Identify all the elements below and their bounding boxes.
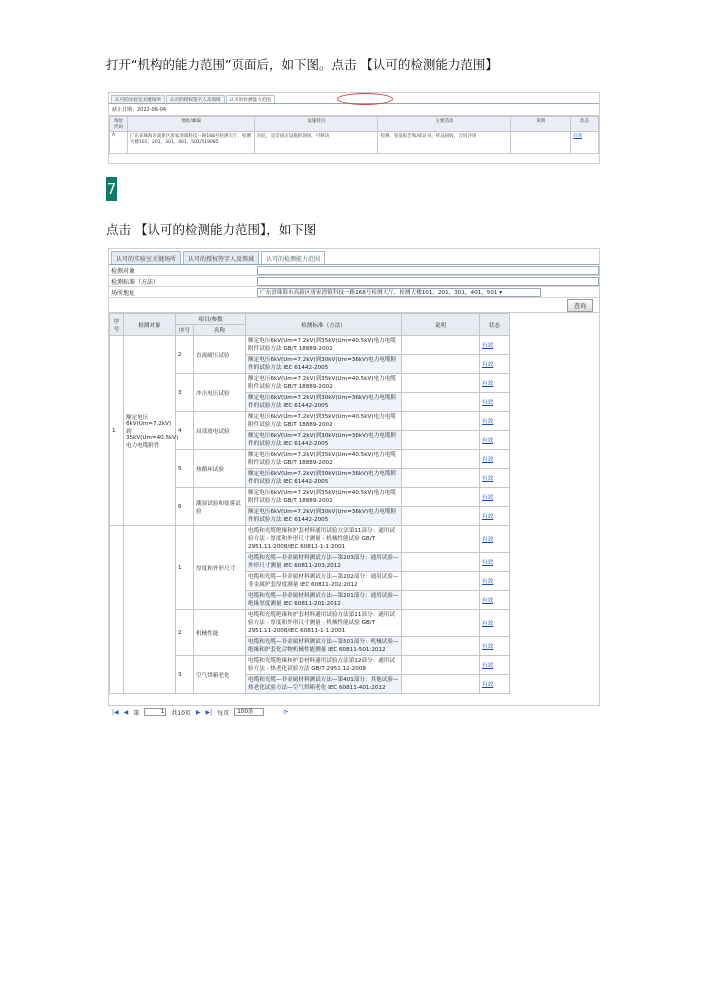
status-link[interactable]: 有效 xyxy=(482,514,494,520)
status-cell xyxy=(480,572,510,591)
status-link[interactable]: 有效 xyxy=(482,362,494,368)
note-cell xyxy=(402,355,480,374)
filter-label: 场所地址 xyxy=(111,289,136,297)
col-header: 地址/邮编 xyxy=(127,117,254,132)
status-link[interactable]: 有效 xyxy=(482,663,494,669)
instruction-text-1: 打开“机构的能力范围”页面后，如下图。点击 【认可的检测能力范围】 xyxy=(106,57,498,72)
status-link[interactable]: 有效 xyxy=(482,560,494,566)
item-name: 潮湿试验和盐雾试验 xyxy=(194,488,246,526)
item-name: 空气烘箱老化 xyxy=(194,656,246,694)
pager-total: 共10页 xyxy=(171,709,191,717)
status-link[interactable]: 有效 xyxy=(482,419,494,425)
note-cell xyxy=(402,610,480,637)
standard-cell: 额定电压6kV(Um=7.2kV)到30kV(Um=36kV)电力电缆附件的试验方法 IEC 61442-2005 xyxy=(246,355,402,374)
col-header: 检测对象 xyxy=(124,314,176,336)
test-standard-input[interactable] xyxy=(257,277,599,286)
first-page-icon[interactable]: |◀ xyxy=(112,708,119,716)
status-link[interactable]: 有效 xyxy=(482,438,494,444)
screenshot-testing-scope xyxy=(108,248,600,718)
status-cell xyxy=(480,488,510,507)
standard-cell: 额定电压6kV(Um=7.2kV)到30kV(Um=36kV)电力电缆附件的试验方法 IEC 61442-2005 xyxy=(246,393,402,412)
standard-cell: 电缆和光缆绝缘和护套材料通用试验方法第11部分：通用试验方法 - 厚度和外形尺寸测量 - 机械性能试验 GB/T 2951.11-2008/IEC 60811-1-1:2001 xyxy=(246,526,402,553)
standard-cell: 电缆和光缆—非金属材料测试方法—第401部分：其他试验—热老化试验方法—空气烘箱老化 IEC 60811-401:2012 xyxy=(246,675,402,694)
page-number-input[interactable]: 1 xyxy=(144,708,166,716)
col-header: 项目/参数 xyxy=(176,314,246,325)
col-header: 主要活动 xyxy=(378,117,511,132)
status-cell xyxy=(480,336,510,355)
filter-row-object xyxy=(109,265,599,276)
item-seq: 1 xyxy=(176,526,194,610)
standard-cell: 电缆和光缆—非金属材料测试方法—第202部分：通用试验—非金属护套厚度测量 IEC 60811-202:2012 xyxy=(246,572,402,591)
col-header: 状态 xyxy=(480,314,510,336)
note-cell xyxy=(402,431,480,450)
standard-cell: 额定电压6kV(Um=7.2kV)到35kV(Um=40.5kV)电力电缆附件试验方法 GB/T 18889-2002 xyxy=(246,412,402,431)
status-link[interactable]: 有效 xyxy=(482,579,494,585)
cutoff-date: 截止日期：2022-06-04 xyxy=(109,104,599,116)
item-seq: 2 xyxy=(176,610,194,656)
status-link[interactable]: 有效 xyxy=(482,381,494,387)
status-link[interactable]: 有效 xyxy=(482,476,494,482)
standard-cell: 额定电压6kV(Um=7.2kV)到30kV(Um=36kV)电力电缆附件的试验方法 IEC 61442-2005 xyxy=(246,469,402,488)
status-cell xyxy=(480,637,510,656)
site-activity: 检测，签发报告和/或证书，样品接收，合同评审 xyxy=(378,132,511,154)
tab-key-sites[interactable]: 认可的实验室关键场所 xyxy=(111,95,165,103)
note-cell xyxy=(402,488,480,507)
status-cell xyxy=(480,393,510,412)
tab-bar xyxy=(109,249,599,265)
note-cell xyxy=(402,393,480,412)
status-link[interactable]: 有效 xyxy=(573,134,583,139)
filter-label: 检测对象 xyxy=(111,267,136,275)
tab-testing-scope[interactable]: 认可的检测能力范围 xyxy=(261,251,325,264)
scope-table-body xyxy=(110,336,510,694)
status-cell xyxy=(480,355,510,374)
status-cell xyxy=(480,374,510,393)
filter-row-site xyxy=(109,287,599,298)
status-cell xyxy=(480,591,510,610)
object-name: 额定电压6kV(Um=7.2kV)到35kV(Um=40.5kV)电力电缆附件 xyxy=(124,336,176,526)
status-cell xyxy=(480,507,510,526)
site-address: 广东省珠海市高新区唐家湾镇科技一路168号检测大厅，检测大楼101，201，301，401，501/519085 xyxy=(127,132,254,154)
object-name xyxy=(124,526,176,694)
status-link[interactable]: 有效 xyxy=(482,343,494,349)
status-cell xyxy=(480,553,510,572)
standard-cell: 电缆和光缆绝缘和护套材料通用试验方法第12部分：通用试验方法 - 热老化试验方法 GB/T 2951.12-2008 xyxy=(246,656,402,675)
note-cell xyxy=(402,412,480,431)
standard-cell: 电缆和光缆—非金属材料测试方法—第501部分：机械试验—绝缘和护套化合物机械性能测量 IEC 60811-501:2012 xyxy=(246,637,402,656)
instruction-text-2: 点击 【认可的检测能力范围】，如下图 xyxy=(106,222,317,237)
standard-cell: 额定电压6kV(Um=7.2kV)到30kV(Um=36kV)电力电缆附件的试验方法 IEC 61442-2005 xyxy=(246,431,402,450)
object-seq xyxy=(110,526,124,694)
standard-cell: 额定电压6kV(Um=7.2kV)到35kV(Um=40.5kV)电力电缆附件试验方法 GB/T 18889-2002 xyxy=(246,374,402,393)
per-page-select[interactable]: 100条 xyxy=(234,708,264,716)
pager xyxy=(108,705,600,718)
status-link[interactable]: 有效 xyxy=(482,400,494,406)
status-cell xyxy=(480,526,510,553)
note-cell xyxy=(402,374,480,393)
note-cell xyxy=(402,675,480,694)
status-cell xyxy=(480,450,510,469)
status-link[interactable]: 有效 xyxy=(482,457,494,463)
table-row xyxy=(110,132,599,154)
filter-label: 检测标准（方法） xyxy=(111,278,160,286)
status-link[interactable]: 有效 xyxy=(482,682,494,688)
next-page-icon[interactable]: ▶ xyxy=(195,708,201,716)
prev-page-icon[interactable]: ◀ xyxy=(123,708,129,716)
item-name: 热循环试验 xyxy=(194,450,246,488)
filter-row-standard xyxy=(109,276,599,287)
col-header: 检测标准（方法） xyxy=(246,314,402,336)
note-cell xyxy=(402,526,480,553)
col-header: 说明 xyxy=(511,117,571,132)
standard-cell: 额定电压6kV(Um=7.2kV)到35kV(Um=40.5kV)电力电缆附件试验方法 GB/T 18889-2002 xyxy=(246,450,402,469)
step-number: 7 xyxy=(106,177,117,201)
item-seq: 2 xyxy=(176,336,194,374)
col-header: 状态 xyxy=(571,117,599,132)
status-link[interactable]: 有效 xyxy=(482,644,494,650)
note-cell xyxy=(402,450,480,469)
scope-table xyxy=(109,313,510,694)
standard-cell: 额定电压6kV(Um=7.2kV)到35kV(Um=40.5kV)电力电缆附件试验方法 GB/T 18889-2002 xyxy=(246,488,402,507)
tab-signatories[interactable]: 认可的授权签字人及领域 xyxy=(183,251,259,264)
query-bar xyxy=(109,298,599,313)
site-code: A xyxy=(110,132,128,154)
item-name: 局部放电试验 xyxy=(194,412,246,450)
standard-cell: 电缆和光缆绝缘和护套材料通用试验方法第11部分：通用试验方法 - 厚度和外形尺寸测量 - 机械性能试验 GB/T 2951.11-2008/IEC 60811-1-1:2001 xyxy=(246,610,402,637)
tab-key-sites[interactable]: 认可的实验室关键场所 xyxy=(111,251,181,264)
note-cell xyxy=(402,336,480,355)
note-cell xyxy=(402,572,480,591)
pager-prefix: 第 xyxy=(133,709,140,717)
note-cell xyxy=(402,469,480,488)
sites-table xyxy=(109,116,599,154)
standard-cell: 额定电压6kV(Um=7.2kV)到30kV(Um=36kV)电力电缆附件的试验方法 IEC 61442-2005 xyxy=(246,507,402,526)
item-name: 机械性能 xyxy=(194,610,246,656)
standard-cell: 额定电压6kV(Um=7.2kV)到35kV(Um=40.5kV)电力电缆附件试验方法 GB/T 18889-2002 xyxy=(246,336,402,355)
status-cell xyxy=(480,675,510,694)
query-button[interactable]: 查询 xyxy=(567,299,593,312)
tab-signatories[interactable]: 认可的授权签字人及领域 xyxy=(166,95,225,103)
item-name: 冲击电压试验 xyxy=(194,374,246,412)
test-object-input[interactable] xyxy=(257,266,599,275)
item-seq: 5 xyxy=(176,450,194,488)
per-page-label: 每页 xyxy=(217,709,230,717)
standard-cell: 电缆和光缆—非金属材料测试方法—第203部分：通用试验—外形尺寸测量 IEC 60811-203:2012 xyxy=(246,553,402,572)
item-seq: 6 xyxy=(176,488,194,526)
note-cell xyxy=(402,553,480,572)
item-name: 直流耐压试验 xyxy=(194,336,246,374)
site-address-select[interactable]: 广东省珠海市高新区唐家湾镇科技一路168号检测大厅，检测大楼101，201，301，401，501 ▾ xyxy=(257,288,541,297)
table-row xyxy=(110,336,510,355)
item-seq: 3 xyxy=(176,374,194,412)
col-header: 名称 xyxy=(194,325,246,336)
object-seq: 1 xyxy=(110,336,124,526)
status-link[interactable]: 有效 xyxy=(482,495,494,501)
status-cell xyxy=(480,412,510,431)
col-header: 场址代码 xyxy=(110,117,128,132)
last-page-icon[interactable]: ▶| xyxy=(205,708,213,716)
status-link[interactable]: 有效 xyxy=(482,621,494,627)
col-header: 序号 xyxy=(176,325,194,336)
note-cell xyxy=(402,656,480,675)
note-cell xyxy=(402,591,480,610)
table-row xyxy=(110,526,510,553)
status-cell xyxy=(480,610,510,637)
col-header: 序号 xyxy=(110,314,124,336)
status-link[interactable]: 有效 xyxy=(482,598,494,604)
tab-testing-scope[interactable]: 认可的检测能力范围 xyxy=(226,95,275,103)
status-cell xyxy=(480,469,510,488)
screenshot-capability-page xyxy=(108,92,600,164)
item-seq: 3 xyxy=(176,656,194,694)
col-header: 设施特点 xyxy=(255,117,378,132)
col-header: 说明 xyxy=(402,314,480,336)
standard-cell: 电缆和光缆—非金属材料测试方法—第201部分：通用试验—绝缘厚度测量 IEC 60811-201:2012 xyxy=(246,591,402,610)
refresh-icon[interactable]: ⟳ xyxy=(283,708,289,716)
status-link[interactable]: 有效 xyxy=(482,537,494,543)
note-cell xyxy=(402,507,480,526)
item-name: 厚度和外形尺寸 xyxy=(194,526,246,610)
status-cell xyxy=(480,656,510,675)
status-cell xyxy=(480,431,510,450)
site-note xyxy=(511,132,571,154)
highlight-oval xyxy=(337,93,393,105)
item-seq: 4 xyxy=(176,412,194,450)
note-cell xyxy=(402,637,480,656)
site-feature: 固定，是非固定设施的现场，可移动 xyxy=(255,132,378,154)
